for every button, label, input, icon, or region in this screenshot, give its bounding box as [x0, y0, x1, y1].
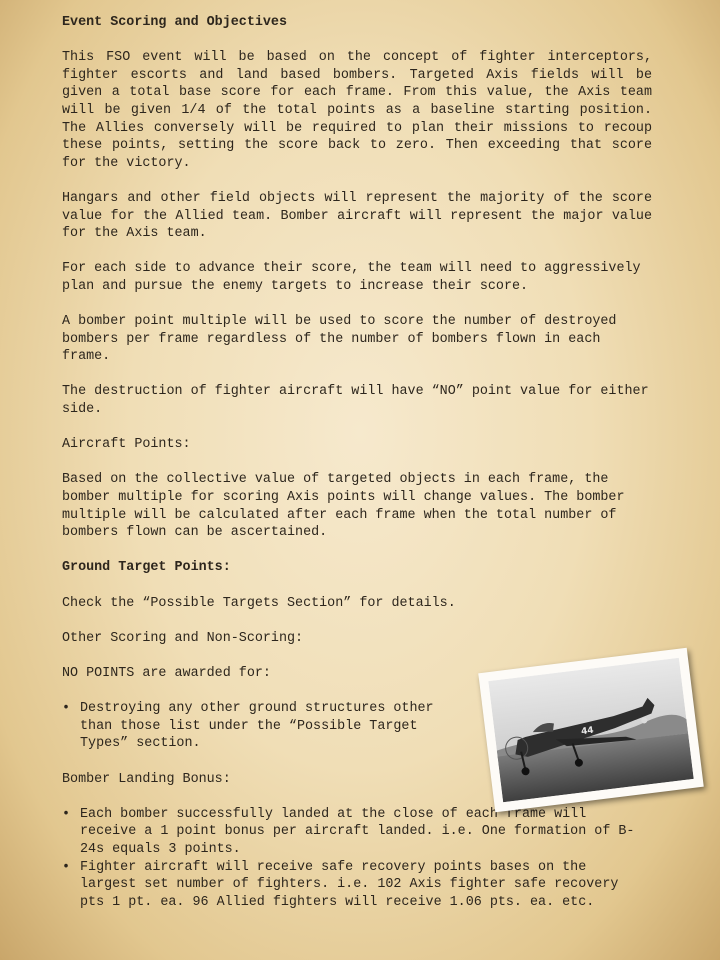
fuselage-marking: 44: [580, 725, 595, 738]
fighter-aircraft-photo: [478, 648, 703, 813]
collective-value-paragraph: Based on the collective value of targeted objects in each frame, the bomber multiple for scoring Axis points will change values. The bomber multiple will be calculated after each frame when the total number of bombers flown can be ascertained.: [62, 472, 625, 541]
no-points-text: NO POINTS are awarded for:: [62, 665, 271, 681]
aircraft-points-heading: Aircraft Points:: [62, 437, 191, 453]
list-item: • Destroying any other ground structures other than those list under the “Possible Target Types” section.: [62, 700, 472, 753]
aircraft-image: [488, 658, 693, 802]
bomber-multiple-paragraph: A bomber point multiple will be used to score the number of destroyed bombers per frame regardless of the number of bombers flown in each frame.: [62, 314, 617, 365]
ground-target-heading: Ground Target Points:: [62, 560, 231, 576]
list-item: • Fighter aircraft will receive safe recovery points bases on the largest set number of fighters. i.e. 102 Axis fighter safe recovery pts 1 pt. ea. 96 Allied fighters will receive 1.06 pts. ea. etc.: [62, 859, 642, 912]
hangars-paragraph: Hangars and other field objects will represent the majority of the score value for the Allied team. Bomber aircraft will represent the major value for the Axis team.: [62, 190, 652, 242]
list-item: • Each bomber successfully landed at the close of each frame will receive a 1 point bonus per aircraft landed. i.e. One formation of B-24s equals 3 points.: [62, 806, 642, 859]
intro-paragraph: This FSO event will be based on the concept of fighter interceptors, fighter escorts and land based bombers. Targeted Axis fields will be given a total base score for each frame. From this value, the Axis team will be given 1/4 of the total points as a baseline starting position. The Allies conversely will be required to plan their missions to recoup these points, setting the score back to zero. Then exceeding that score for the victory.: [62, 50, 652, 171]
landing-bonus-list: [62, 806, 642, 912]
document-title: Event Scoring and Objectives: [62, 15, 287, 30]
fighter-destruction-paragraph: The destruction of fighter aircraft will have “NO” point value for either side.: [62, 384, 649, 418]
no-points-list: [62, 700, 472, 753]
landing-bonus-heading: Bomber Landing Bonus:: [62, 771, 231, 787]
advance-paragraph: For each side to advance their score, the team will need to aggressively plan and pursue the enemy targets to increase their score.: [62, 261, 641, 294]
other-scoring-heading: Other Scoring and Non-Scoring:: [62, 630, 304, 646]
ground-target-text: Check the “Possible Targets Section” for details.: [62, 595, 456, 611]
